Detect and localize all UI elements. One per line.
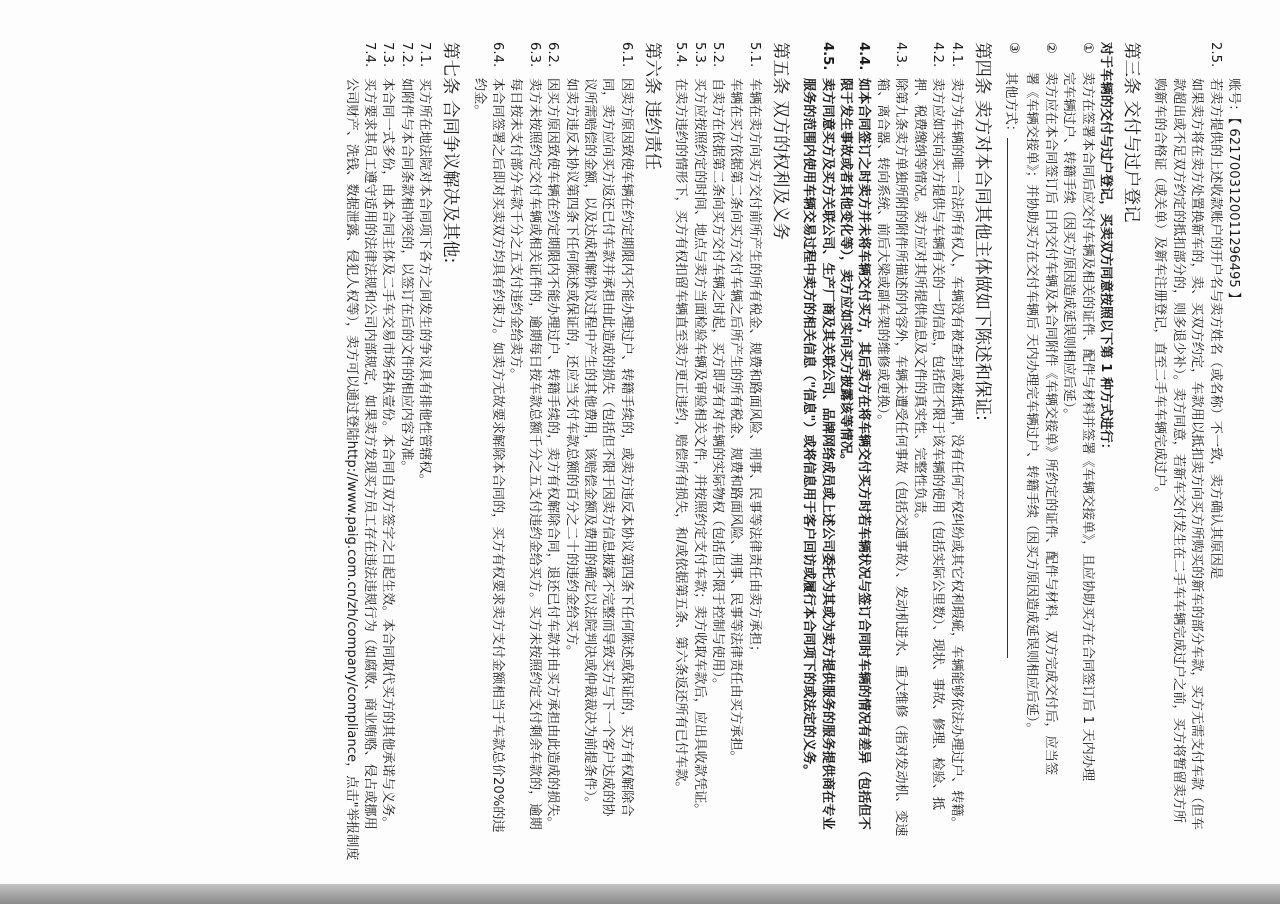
- section-heading-5: 第五条 双方的权利及义务: [769, 42, 790, 241]
- section-heading-3: 第三条 交付与过户登记: [1120, 42, 1141, 223]
- clause-line: 车辆在卖方向买方交付前所产生的所有税金、规费和路面风险、刑事、民事等法律责任由卖方承担；: [746, 78, 762, 659]
- account-line: 账号：【 6217003120011296495 】: [1226, 78, 1241, 306]
- option-line: 其他方式：: [1002, 72, 1018, 138]
- clause-line: 买方应按照约定的时间、地点与卖方当面检验车辆及审验相关文件，并按照约定支付车款；卖方收取车款后，应出具收款凭证。: [691, 78, 707, 817]
- section-3-lead: 对于车辆的交付与过户登记，买卖双方同意按照以下第 1 种方式进行：: [1097, 42, 1113, 456]
- clause-line: 如卖方违反本协议第四条下任何陈述或保证的，还应当支付车款总额的百分之二十的违约金给买方。: [563, 78, 579, 659]
- clause-line: 款超出或不足双方约定的抵扣部分的，则多退少补）。卖方同意，若新车交付发生在二手车车辆完成过户之前，买方将暂留卖方所: [1170, 78, 1186, 824]
- clause-7-4: [341, 42, 378, 861]
- clause-line: 每日按未支付部分车款千分之五支付违约金给卖方。: [508, 78, 524, 382]
- clause-4-3: [873, 42, 910, 850]
- clause-number: 7.1.: [417, 42, 433, 68]
- clause-number: 4.2.: [930, 42, 946, 68]
- clause-number: 7.4.: [361, 42, 377, 68]
- clause-4-2: [909, 42, 946, 850]
- clause-5-2: [708, 42, 726, 850]
- clause-line: 因买方原因致使车辆在约定期限内不能办理过户、转籍手续的，卖方有权解除合同，退还已付车款并由买方承担由此造成的损失。: [545, 78, 561, 830]
- option-3: [1001, 42, 1022, 850]
- option-line: 署《车辆交接单》；并协助买方在交付车辆后 天内办理完车辆过户、转籍手续（因买方原因造成延误则相应后延）。: [1024, 72, 1040, 736]
- clause-number: 6.3.: [526, 42, 542, 68]
- clause-line: 买方要求其员工遵守适用的法律法规和公司内部规定，如果卖方发现买方员工存在违法违规行为（如腐败、商业贿赂、侵占或挪用: [361, 78, 377, 830]
- blank-line: [1007, 138, 1022, 658]
- clause-number: 6.1.: [618, 42, 634, 68]
- clause-6-1: [561, 42, 635, 850]
- clause-line: 购新车的合格证（或关单）及新车注册登记，直至二手车车辆完成过户。: [1152, 78, 1168, 500]
- clause-4-1: [946, 42, 964, 850]
- clause-line: 因卖方原因致使车辆在约定期限内不能办理过户、转籍手续的，或卖方违反本协议第四条下任何陈述或保证的，买方有权解除合: [618, 78, 634, 817]
- option-1: [1059, 42, 1096, 850]
- clause-7-3: [378, 42, 396, 850]
- clause-line: 卖方同意买方及买方关联公司、生产厂商及其关联公司、品牌网络成员或上述公司委托为其或为卖方提供服务的服务提供商在专业: [819, 78, 835, 830]
- clause-4-5: [799, 42, 836, 850]
- scanner-edge: [0, 884, 1280, 904]
- option-line: 卖方应在本合同签订后 日内交付车辆及本合同附件《车辆交接单》所约定的证件、配件与材料，双方完成交付后，应当签: [1042, 72, 1058, 776]
- clause-number: 2.5.: [1207, 42, 1223, 68]
- clause-6-3: [506, 42, 543, 850]
- section-heading-4: 第四条 卖方对本合同其他主体做如下陈述和保证:: [971, 42, 992, 421]
- clause-6-2: [543, 42, 561, 850]
- clause-number: 4.1.: [948, 42, 964, 68]
- section-heading-7: 第七条 合同争议解决及其他:: [440, 42, 461, 264]
- clause-line: 本合同签署之后即对买卖双方均具有约束力。如卖方无故要求解除本合同的，买方有权要求卖方支付金额相当于车款总价20%的违: [490, 78, 505, 833]
- clause-line: 服务的范围内使用车辆交易过程中卖方的相关信息（"信息"）或将信息用于客户回访或履行本合同项下的或法定的义务。: [801, 78, 817, 778]
- clause-line: 公司财产、洗钱、数据泄露、侵犯人权等），卖方可以通过登陆http://www.paig.com.cn/zh/company/compliance，点击"举报制度: [343, 78, 359, 861]
- clause-number: 5.4.: [673, 42, 689, 68]
- clause-5-1: [726, 42, 763, 850]
- clause-line: 如附件与本合同条款相冲突的，以签订在后的文件的相应内容为准。: [398, 78, 414, 474]
- clause-line: 如本合同签订之时卖方并未将车辆交付买方，其后卖方在将车辆交付买方时若车辆状况与签订合同时车辆的情况有差异（包括但不: [856, 78, 872, 830]
- clause-4-4: [836, 42, 873, 850]
- clause-line: 限于发生事故或者其他变化等），卖方应如实向买方披露该等情况。: [838, 78, 854, 468]
- section-heading-6: 第六条 违约责任: [641, 42, 662, 171]
- clause-number: 4.5.: [819, 42, 835, 71]
- option-mark: ①: [1079, 42, 1095, 54]
- clause-number: 5.1.: [746, 42, 762, 68]
- clause-number: 5.3.: [691, 42, 707, 68]
- option-mark: ③: [1005, 42, 1021, 54]
- clause-line: 若卖方提供的上述收款账户的开户名与卖方姓名（或名称）不一致，卖方确认其原因是: [1207, 78, 1223, 580]
- clause-line: 如果卖方将在卖方处置换新车的，卖、买双方约定，车款用以抵扣卖方向买方所购买的新车的部分车款，买方无需支付车款（但车: [1189, 78, 1205, 830]
- option-line: 完车辆过户、转籍手续（因买方原因造成延误则相应后延）。: [1061, 72, 1077, 422]
- clause-number: 4.4.: [856, 42, 872, 71]
- clause-7-1: [415, 42, 433, 850]
- clause-line: 卖方应如实向买方提供与车辆有关的一切信息，包括但不限于该车辆的使用（包括实际公里数）、现状、事故、修理、检验、抵: [930, 78, 946, 810]
- clause-line: 卖方为车辆的唯一合法所有权人，车辆没有被查封或被抵押，没有任何产权纠纷或其它权利瑕疵，车辆能够依法办理过户、转籍。: [948, 78, 964, 830]
- clause-number: 7.3.: [380, 42, 396, 68]
- clause-line: 车辆在买方依据第二条向买方交付车辆之后所产生的所有税金、规费和路面风险、刑事、民事等法律责任由买方承担。: [728, 78, 744, 764]
- clause-2-5: [1150, 42, 1224, 850]
- clause-line: 议所需赔偿的金额，以及达成和解协议过程中产生的其他费用，该赔偿金额及费用的确定以法院判决或仲裁裁决为前提条件）。: [582, 78, 598, 810]
- clause-5-4: [671, 42, 689, 850]
- clause-number: 5.2.: [710, 42, 726, 68]
- clause-line: 同，卖方应向买方返还已付车款并承担由此造成的损失（包括但不限于因卖方信息披露不完整而导致买方与下一个客户达成的协: [600, 78, 616, 817]
- clause-number: 4.3.: [893, 42, 909, 68]
- clause-line: 买方所在地法院对本合同项下各方之间发生的争议具有排他性管辖权。: [417, 78, 433, 487]
- clause-6-4: [469, 42, 506, 850]
- clause-7-2: [396, 42, 414, 850]
- clause-number: 6.4.: [490, 42, 505, 68]
- clause-line: 箱、离合器、转向系统、前后大梁或副车架的维修或更换）。: [874, 78, 890, 428]
- clause-number: 6.2.: [545, 42, 561, 68]
- option-line: 卖方在签署本合同后应交付车辆及相关的证件、配件与材料并签署《车辆交接单》，且应协助买方在合同签订后 1 天内办理: [1079, 72, 1095, 782]
- option-mark: ②: [1042, 42, 1058, 54]
- clause-line: 在卖方违约的情形下，买方有权扣留车辆直至卖方更正违约，赔偿所有损失，和/或依据第五条、第六条返还所有已付车款。: [673, 78, 689, 795]
- clause-line: 除第九条卖方单独所附的附件所描述的内容外，车辆未遭受任何事故（包括交通事故）、发动机进水、重大维修（指对发动机、变速: [893, 78, 909, 837]
- clause-5-3: [689, 42, 707, 850]
- option-2: [1022, 42, 1059, 850]
- clause-line: 本合同一式多份，由本合同主体及二手车交易市场各执壹份。本合同自双方签字之日起生效。本合同取代买方的其他承诺与义务。: [380, 78, 396, 830]
- clause-line: 约金。: [471, 78, 487, 118]
- clause-line: 押、税费缴纳等情况。卖方应对其所提供信息及文件的真实性、完整性负责。: [911, 78, 927, 527]
- clause-line: 卖方未按照约定交付车辆或相关证件的，逾期每日按车款总额千分之五支付违约金给买方。买方未按照约定支付剩余车款的，逾期: [526, 78, 542, 830]
- clause-line: 自卖方在依据第二条向买方交付车辆之时起，买方即享有对车辆的实际物权（包括但不限于控制与使用）。: [710, 78, 726, 692]
- clause-number: 7.2.: [398, 42, 414, 68]
